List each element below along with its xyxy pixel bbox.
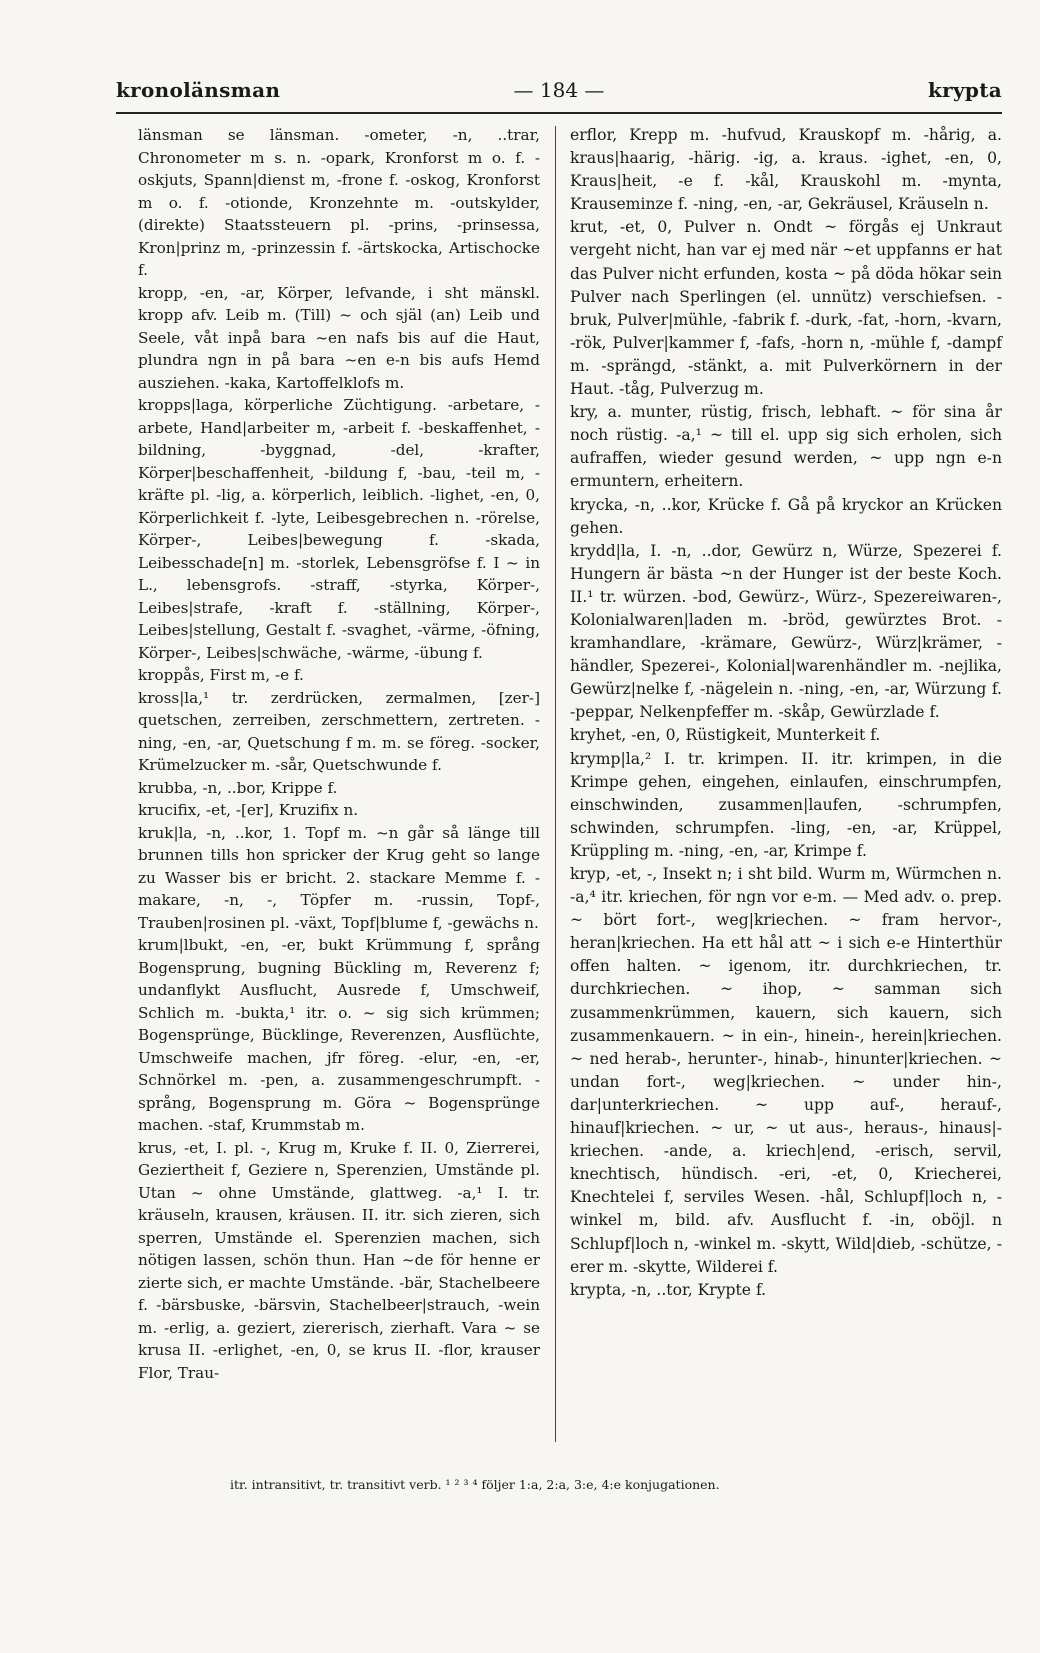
dictionary-entry: krubba, -n, ..bor, Krippe f. [138,778,338,797]
dictionary-entry: kross|la,¹ tr. zerdrücken, zermalmen, [zer-] quetschen, zerreiben, zerschmettern, zertreten. -ning, -en, -ar, Quetschung f m. m. se föreg. -socker, Krümelzucker m. -sår, Quetschwunde f. [138,688,540,774]
dictionary-entry: länsman se länsman. -ometer, -n, ..trar, Chronometer m s. n. -opark, Kronforst m o. f. -oskjuts, Spann|dienst m, -frone f. -oskog, Kronforst m o. f. -otionde, Kronzehnte m. -outskylder, (direkte) Staatssteuern pl. -prins, -prinsessa, Kron|prinz m, -prinzessin f. -ärtskocka, Artischocke f. [138,126,540,279]
dictionary-entry: kry, a. munter, rüstig, frisch, lebhaft. ~ för sina år noch rüstig. -a,¹ ~ till el. upp sig sich erholen, sich aufraffen, wieder gesund werden, ~ upp ngn e-n ermuntern, erheitern. [570,403,1002,491]
dictionary-entry: kropp, -en, -ar, Körper, lefvande, i sht mänskl. kropp afv. Leib m. (Till) ~ och själ (an) Leib und Seele, våt inpå bara ~en nafs bis auf die Haut, plundra ngn in på bara ~en e-n bis aufs Hemd ausziehen. -kaka, Kartoffelklofs m. [138,283,540,392]
dictionary-entry: krymp|la,² I. tr. krimpen. II. itr. krimpen, in die Krimpe gehen, eingehen, einlaufen, einschrumpfen, einschwinden, zusammen|laufen, -schrumpfen, schwinden, schrumpfen. -ling, -en, -ar, Krüppel, Krüppling m. -ning, -en, -ar, Krimpe f. [570,749,1002,860]
guide-word-left: kronolänsman [116,78,281,102]
dictionary-entry: kropps|laga, körperliche Züchtigung. -arbetare, -arbete, Hand|arbeiter m, -arbeit f. -beskaffenhet, -bildning, -byggnad, -del, -krafter, Körper|beschaffenheit, -bildung f, -bau, -teil m, -kräfte pl. -lig, a. körperlich, leiblich. -lighet, -en, 0, Körperlichkeit f. -lyte, Leibesgebrechen n. -rörelse, Körper-, Leibes|bewegung f. -skada, Leibesschade[n] m. -storlek, Lebensgröfse f. I ~ in L., lebensgrofs. -straff, -styrka, Körper-, Leibes|strafe, -kraft f. -ställning, Körper-, Leibes|stellung, Gestalt f. -svaghet, -värme, -öfning, Körper-, Leibes|schwäche, -wärme, -übung f. [138,396,540,662]
dictionary-entry: kryhet, -en, 0, Rüstigkeit, Munterkeit f. [570,726,881,745]
dictionary-entry: krypta, -n, ..tor, Krypte f. [570,1280,767,1299]
column-divider [555,126,556,1442]
dictionary-entry: krum|lbukt, -en, -er, bukt Krümmung f, språng Bogensprung, bugning Bückling m, Reverenz f; undanflykt Ausflucht, Ausrede f, Umschweif, Schlich m. -bukta,¹ itr. o. ~ sig sich krümmen; Bogensprünge, Bücklinge, Reverenzen, Ausflüchte, Umschweife machen, jfr föreg. -elur, -en, -er, Schnörkel m. -pen, a. zusammengeschrumpft. -språng, Bogensprung m. Göra ~ Bogensprünge machen. -staf, Krummstab m. [138,936,540,1134]
footnote: itr. intransitivt, tr. transitivt verb. ¹ ² ³ ⁴ följer 1:a, 2:a, 3:e, 4:e konjugationen. [230,1477,720,1492]
right-column [570,124,1002,1302]
left-column [138,124,540,1384]
dictionary-entry: krycka, -n, ..kor, Krücke f. Gå på kryckor an Krücken gehen. [570,495,1002,537]
dictionary-entry: kroppås, First m, -e f. [138,666,304,684]
dictionary-entry: krucifix, -et, -[er], Kruzifix n. [138,801,359,819]
header-rule [116,112,1002,114]
dictionary-entry: kruk|la, -n, ..kor, 1. Topf m. ~n går så länge till brunnen tills hon spricker der Krug geht so lange zu Wasser bis er bricht. 2. stackare Memme f. -makare, -n, -, Töpfer m. -russin, Topf-, Trauben|rosinen pl. -växt, Topf|blume f, -gewächs n. [138,823,540,932]
dictionary-entry: krus, -et, I. pl. -, Krug m, Kruke f. II. 0, Zierrerei, Geziertheit f, Geziere n, Sperenzien, Umstände pl. Utan ~ ohne Umstände, glattweg. -a,¹ I. tr. kräuseln, krausen, kräusen. II. itr. sich zieren, sich sperren, Umstände el. Sperenzien machen, sich nötigen lassen, schön thun. Han ~de för henne er zierte sich, er machte Umstände. -bär, Stachelbeere f. -bärsbuske, -bärsvin, Stachelbeer|strauch, -wein m. -erlig, a. geziert, ziererisch, zierhaft. Vara ~ se krusa II. -erlighet, -en, 0, se krus II. -flor, krauser Flor, Trau- [138,1138,540,1382]
page-header [116,78,1002,108]
dictionary-entry: erflor, Krepp m. -hufvud, Krauskopf m. -hårig, a. kraus|haarig, -härig. -ig, a. kraus. -ighet, -en, 0, Kraus|heit, -e f. -kål, Krauskohl m. -mynta, Krauseminze f. -ning, -en, -ar, Gekräusel, Kräuseln n. [570,126,1002,214]
dictionary-entry: kryp, -et, -, Insekt n; i sht bild. Wurm m, Würmchen n. -a,⁴ itr. kriechen, för ngn vor e-m. — Med adv. o. prep. ~ bört fort-, weg|kriechen. ~ fram hervor-, heran|kriechen. Ha ett hål att ~ i sich e-e Hinterthür offen halten. ~ igenom, itr. durchkriechen, tr. durchkriechen. ~ ihop, ~ samman sich zusammenkrümmen, kauern, sich kauern, sich zusammenkauern. ~ in ein-, hinein-, herein|kriechen. ~ ned herab-, herunter-, hinab-, hinunter|kriechen. ~ undan fort-, weg|kriechen. ~ under hin-, dar|unterkriechen. ~ upp auf-, herauf-, hinauf|kriechen. ~ ur, ~ ut aus-, heraus-, hinaus|-kriechen. -ande, a. kriech|end, -erisch, servil, knechtisch, hündisch. -eri, -et, 0, Kriecherei, Knechtelei f, serviles Wesen. -hål, Schlupf|loch n, -winkel m, bild. afv. Ausflucht f. -in, oböjl. n Schlupf|loch n, -winkel m. -skytt, Wild|dieb, -schütze, -erer m. -skytte, Wilderei f. [570,865,1002,1276]
page-number: — 184 — [513,78,605,102]
dictionary-entry: krut, -et, 0, Pulver n. Ondt ~ förgås ej Unkraut vergeht nicht, han var ej med när ~et uppfanns er hat das Pulver nicht erfunden, kosta ~ på döda hökar sein Pulver nach Sperlingen (el. unnütz) verschiefsen. -bruk, Pulver|mühle, -fabrik f. -durk, -fat, -horn, -kvarn, -rök, Pulver|kammer f, -fafs, -horn n, -mühle f, -dampf m. -sprängd, -stänkt, a. mit Pulverkörnern in der Haut. -tåg, Pulverzug m. [570,218,1002,399]
guide-word-right: krypta [928,78,1002,102]
dictionary-entry: krydd|la, I. -n, ..dor, Gewürz n, Würze, Spezerei f. Hungern är bästa ~n der Hunger ist der beste Koch. II.¹ tr. würzen. -bod, Gewürz-, Würz-, Spezereiwaren-, Kolonialwaren|laden m. -bröd, gewürztes Brot. -kramhandlare, -krämare, Gewürz-, Würz|krämer, -händler, Spezerei-, Kolonial|warenhändler m. -nejlika, Gewürz|nelke f, -nägelein n. -ning, -en, -ar, Würzung f. -peppar, Nelkenpfeffer m. -skåp, Gewürzlade f. [570,541,1002,722]
